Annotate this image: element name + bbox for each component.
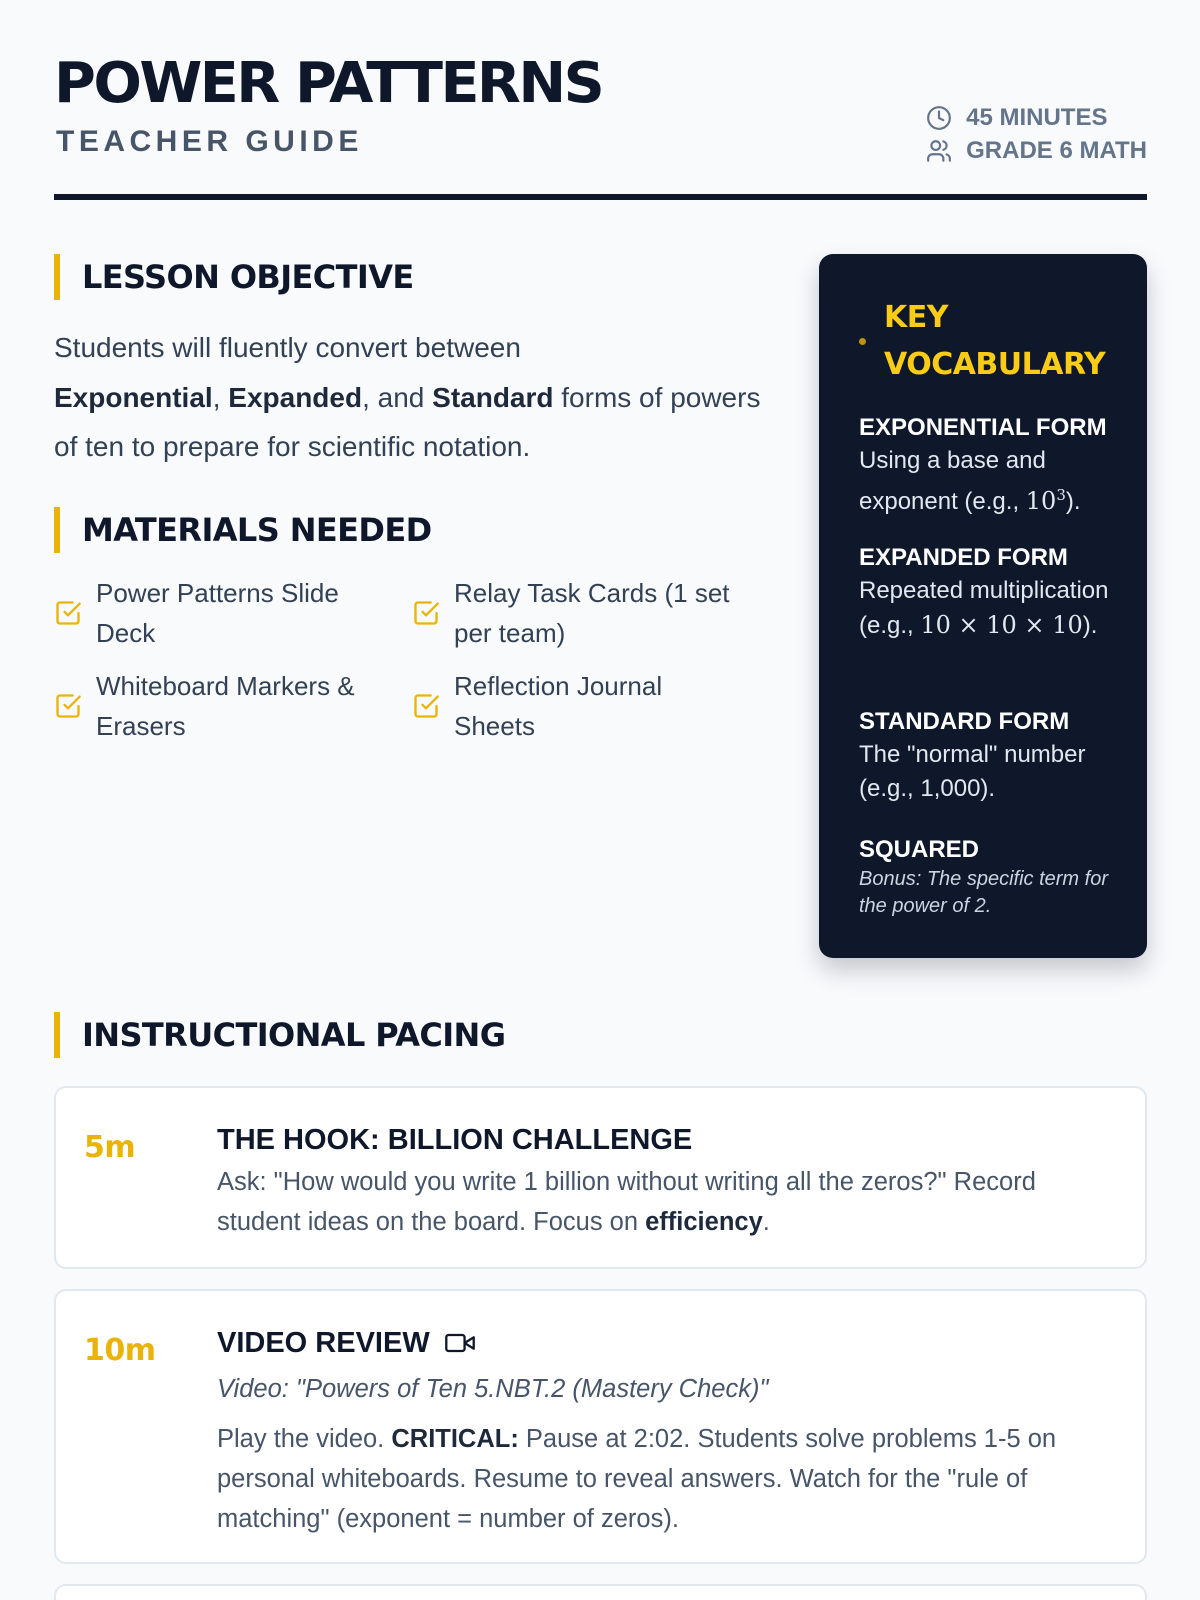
vocab-term-name: SQUARED bbox=[859, 836, 980, 863]
step-title: VIDEO REVIEW bbox=[217, 1327, 430, 1359]
vocab-term-definition bbox=[859, 444, 1119, 519]
material-item bbox=[54, 573, 384, 653]
step-text: Pause at 2:02. Students solve problems 1-5 on personal whiteboards. Resume to reveal answers. Watch for the "rule of matching" (exponent = number of zeros). bbox=[217, 1425, 1057, 1533]
vocab-term-name: STANDARD FORM bbox=[859, 708, 1070, 735]
vocabulary-heading: KEY VOCABULARY bbox=[884, 300, 1106, 382]
definition-text: Using a base and exponent (e.g., bbox=[859, 447, 1046, 515]
step-emphasis: efficiency bbox=[645, 1208, 763, 1236]
vocab-term bbox=[859, 706, 1119, 806]
page-subtitle: TEACHER GUIDE bbox=[56, 125, 363, 158]
step-body bbox=[217, 1122, 1117, 1242]
math-exponent: 3 bbox=[1056, 486, 1066, 504]
definition-text: ). bbox=[1065, 488, 1081, 515]
checkbox-checked-icon bbox=[412, 692, 440, 720]
page-header bbox=[54, 0, 1147, 200]
step-duration: 10m bbox=[84, 1333, 156, 1368]
step-text: Play the video. bbox=[217, 1425, 392, 1453]
material-label: Power Patterns Slide Deck bbox=[96, 578, 339, 648]
pacing-step bbox=[54, 1086, 1147, 1269]
definition-text: ). bbox=[1082, 612, 1098, 639]
checkbox-checked-icon bbox=[54, 599, 82, 627]
material-label: Relay Task Cards (1 set per team) bbox=[454, 578, 730, 648]
lesson-meta bbox=[926, 101, 1147, 167]
objective-intro: Students will fluently convert between bbox=[54, 332, 521, 363]
video-camera-icon bbox=[444, 1331, 476, 1355]
material-label: Whiteboard Markers & Erasers bbox=[96, 671, 355, 741]
pacing-step-partial bbox=[54, 1584, 1147, 1600]
pacing-step bbox=[54, 1289, 1147, 1564]
checkbox-checked-icon bbox=[412, 599, 440, 627]
objective-outro: forms of powers of ten to prepare for scientific notation. bbox=[54, 381, 761, 462]
objective-term-standard: Standard bbox=[432, 381, 554, 413]
checkbox-checked-icon bbox=[54, 692, 82, 720]
math-expression bbox=[1026, 487, 1066, 515]
definition-text: Repeated multiplication (e.g., bbox=[859, 577, 1109, 639]
math-expression: 10 × 10 × 10 bbox=[920, 611, 1083, 639]
pacing-heading: INSTRUCTIONAL PACING bbox=[54, 1012, 505, 1058]
step-title-row bbox=[217, 1325, 1117, 1361]
duration-meta bbox=[926, 101, 1147, 134]
vocab-term bbox=[859, 834, 1119, 920]
bullet-icon bbox=[859, 338, 866, 345]
step-emphasis: CRITICAL: bbox=[391, 1425, 519, 1453]
objective-heading: LESSON OBJECTIVE bbox=[54, 254, 414, 300]
objective-term-expanded: Expanded bbox=[228, 381, 363, 413]
materials-heading: MATERIALS NEEDED bbox=[54, 507, 432, 553]
vocab-term-definition: The "normal" number (e.g., 1,000). bbox=[859, 741, 1086, 802]
vocabulary-card bbox=[819, 254, 1147, 958]
objective-term-exponential: Exponential bbox=[54, 381, 213, 413]
step-text: . bbox=[762, 1208, 770, 1236]
vocabulary-header bbox=[859, 294, 1124, 388]
materials-list bbox=[54, 573, 774, 753]
objective-text bbox=[54, 323, 774, 472]
clock-icon bbox=[926, 105, 952, 131]
teacher-guide-page bbox=[54, 0, 1147, 1533]
vocab-term-name: EXPONENTIAL FORM bbox=[859, 414, 1107, 441]
users-icon bbox=[926, 138, 952, 164]
objective-separator: , bbox=[212, 381, 229, 413]
material-item bbox=[412, 666, 732, 746]
vocab-term-definition bbox=[859, 574, 1119, 643]
vocab-term bbox=[859, 412, 1119, 519]
vocab-term-definition: Bonus: The specific term for the power of 2. bbox=[859, 868, 1108, 917]
step-description bbox=[217, 1419, 1117, 1539]
math-base: 10 bbox=[1025, 487, 1057, 515]
step-title: THE HOOK: BILLION CHALLENGE bbox=[217, 1124, 693, 1156]
vocab-term bbox=[859, 542, 1119, 643]
step-description bbox=[217, 1162, 1117, 1242]
step-body bbox=[217, 1325, 1117, 1539]
material-item bbox=[54, 666, 384, 746]
duration-text: 45 MINUTES bbox=[966, 103, 1108, 131]
material-item bbox=[412, 573, 762, 653]
step-text: Ask: "How would you write 1 billion without writing all the zeros?" Record student ideas on the board. Focus on bbox=[217, 1168, 1036, 1236]
vocab-term-name: EXPANDED FORM bbox=[859, 544, 1068, 571]
material-label: Reflection Journal Sheets bbox=[454, 671, 663, 741]
grade-text: GRADE 6 MATH bbox=[966, 136, 1147, 164]
video-title: Video: "Powers of Ten 5.NBT.2 (Mastery Check)" bbox=[217, 1375, 769, 1403]
page-title: POWER PATTERNS bbox=[54, 51, 603, 116]
objective-separator: , and bbox=[362, 381, 433, 413]
grade-meta bbox=[926, 134, 1147, 167]
step-duration: 5m bbox=[84, 1130, 136, 1165]
